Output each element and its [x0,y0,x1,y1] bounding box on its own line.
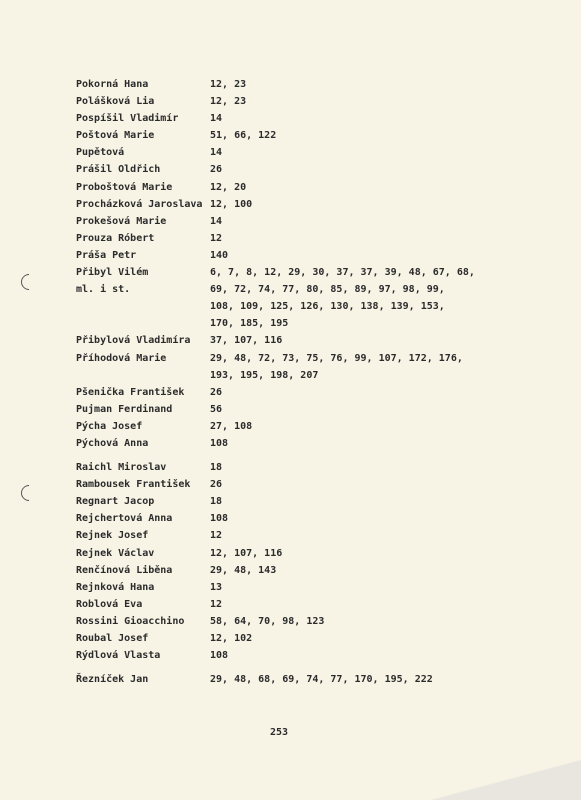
entry-pages: 193, 195, 198, 207 [210,369,319,381]
index-entry [76,298,516,315]
entry-pages: 12 [210,232,223,244]
index-entry [76,545,516,562]
index-entry [76,630,516,647]
index-entry [76,161,516,178]
entry-name: Pospíšil Vladimír [76,113,179,125]
entry-name: Rejnek Josef [76,530,149,542]
index-entry [76,196,516,213]
entry-pages: 26 [210,386,223,398]
entry-name: Pokorná Hana [76,79,149,90]
entry-pages: 18 [210,496,223,508]
index-entry [76,179,516,196]
entry-pages: 14 [210,147,223,159]
index-entry [76,230,516,247]
entry-name: Pšenička František [76,386,185,398]
index-entry [76,493,516,510]
index-entry [76,367,516,384]
entry-pages: 12, 23 [210,96,247,108]
entry-pages: 58, 64, 70, 98, 123 [210,615,325,627]
entry-pages: 12, 102 [210,633,253,644]
entry-pages: 27, 108 [210,420,253,432]
index-entry [76,76,516,93]
punch-hole-mark [18,271,41,294]
entry-pages: 6, 7, 8, 12, 29, 30, 37, 37, 39, 48, 67, 68, [210,267,475,279]
entry-pages: 108, 109, 125, 126, 130, 138, 139, 153, [210,301,445,313]
entry-name: Rejchertová Anna [76,513,173,525]
entry-pages: 29, 48, 68, 69, 74, 77, 170, 195, 222 [210,674,433,686]
index-entry [76,264,516,281]
name-index [76,76,516,688]
entry-pages: 14 [210,215,223,227]
index-entry [76,579,516,596]
entry-name: Prášil Oldřich [76,164,161,176]
entry-name: Procházková Jaroslava [76,198,203,210]
entry-pages: 12, 20 [210,181,247,193]
index-entry [76,315,516,332]
entry-name: Proboštová Marie [76,181,173,193]
entry-name: Přibyl Vilém [76,267,149,279]
index-entry [76,510,516,527]
index-entry [76,110,516,127]
entry-name: Pupětová [76,147,125,159]
entry-name: Renčínová Liběna [76,564,173,576]
index-entry [76,350,516,367]
index-entry [76,459,516,476]
entry-name: Rambousek František [76,479,191,491]
entry-pages: 12, 23 [210,79,247,90]
index-entry [76,384,516,401]
page-number: 253 [270,727,289,738]
index-entry [76,527,516,544]
entry-pages: 29, 48, 143 [210,564,277,576]
entry-name: Prokešová Marie [76,215,167,227]
entry-name: Řezníček Jan [76,674,149,686]
entry-name [76,315,210,332]
entry-pages: 51, 66, 122 [210,130,277,142]
entry-name: Pujman Ferdinand [76,403,173,415]
index-entry [76,281,516,298]
index-group-r [76,459,516,664]
index-entry [76,613,516,630]
entry-pages: 12 [210,598,223,610]
entry-pages: 108 [210,437,229,449]
index-group-rr [76,671,516,688]
index-entry [76,332,516,349]
entry-name: Přibylová Vladimíra [76,335,191,347]
entry-name: Roubal Josef [76,633,149,644]
entry-pages: 108 [210,513,229,525]
index-entry [76,247,516,264]
entry-pages: 29, 48, 72, 73, 75, 76, 99, 107, 172, 176, [210,352,463,364]
entry-pages: 12 [210,530,223,542]
index-group-p [76,76,516,452]
index-entry [76,671,516,688]
entry-pages: 12, 107, 116 [210,547,283,559]
entry-pages: 26 [210,479,223,491]
index-entry [76,596,516,613]
index-entry [76,476,516,493]
entry-name: ml. i st. [76,284,131,296]
entry-name: Polášková Lia [76,96,155,108]
entry-name: Pýcha Josef [76,420,143,432]
entry-name: Prouza Róbert [76,232,155,244]
index-entry [76,401,516,418]
entry-name: Pýchová Anna [76,437,149,449]
index-entry [76,93,516,110]
entry-name: Rejnek Václav [76,547,155,559]
entry-name: Rossini Gioacchino [76,615,185,627]
entry-name: Rejnková Hana [76,581,155,593]
entry-pages: 140 [210,249,229,261]
entry-pages: 26 [210,164,223,176]
entry-pages: 14 [210,113,223,125]
page-fold-corner [431,760,581,800]
index-entry [76,127,516,144]
entry-pages: 12, 100 [210,198,253,210]
punch-hole-mark [18,482,41,505]
entry-pages: 18 [210,462,223,474]
entry-pages: 13 [210,581,223,593]
index-entry [76,213,516,230]
index-entry [76,562,516,579]
index-entry [76,144,516,161]
entry-name [76,367,210,384]
entry-pages: 69, 72, 74, 77, 80, 85, 89, 97, 98, 99, [210,284,445,296]
entry-pages: 56 [210,403,223,415]
entry-name: Práša Petr [76,249,137,261]
entry-name: Roblová Eva [76,598,143,610]
entry-name [76,298,210,315]
index-entry [76,418,516,435]
entry-name: Příhodová Marie [76,352,167,364]
entry-pages: 108 [210,650,229,662]
entry-name: Rýdlová Vlasta [76,650,161,662]
index-entry [76,647,516,664]
entry-pages: 37, 107, 116 [210,335,283,347]
entry-name: Raichl Miroslav [76,462,167,474]
entry-name: Poštová Marie [76,130,155,142]
entry-pages: 170, 185, 195 [210,318,289,330]
entry-name: Regnart Jacop [76,496,155,508]
index-entry [76,435,516,452]
